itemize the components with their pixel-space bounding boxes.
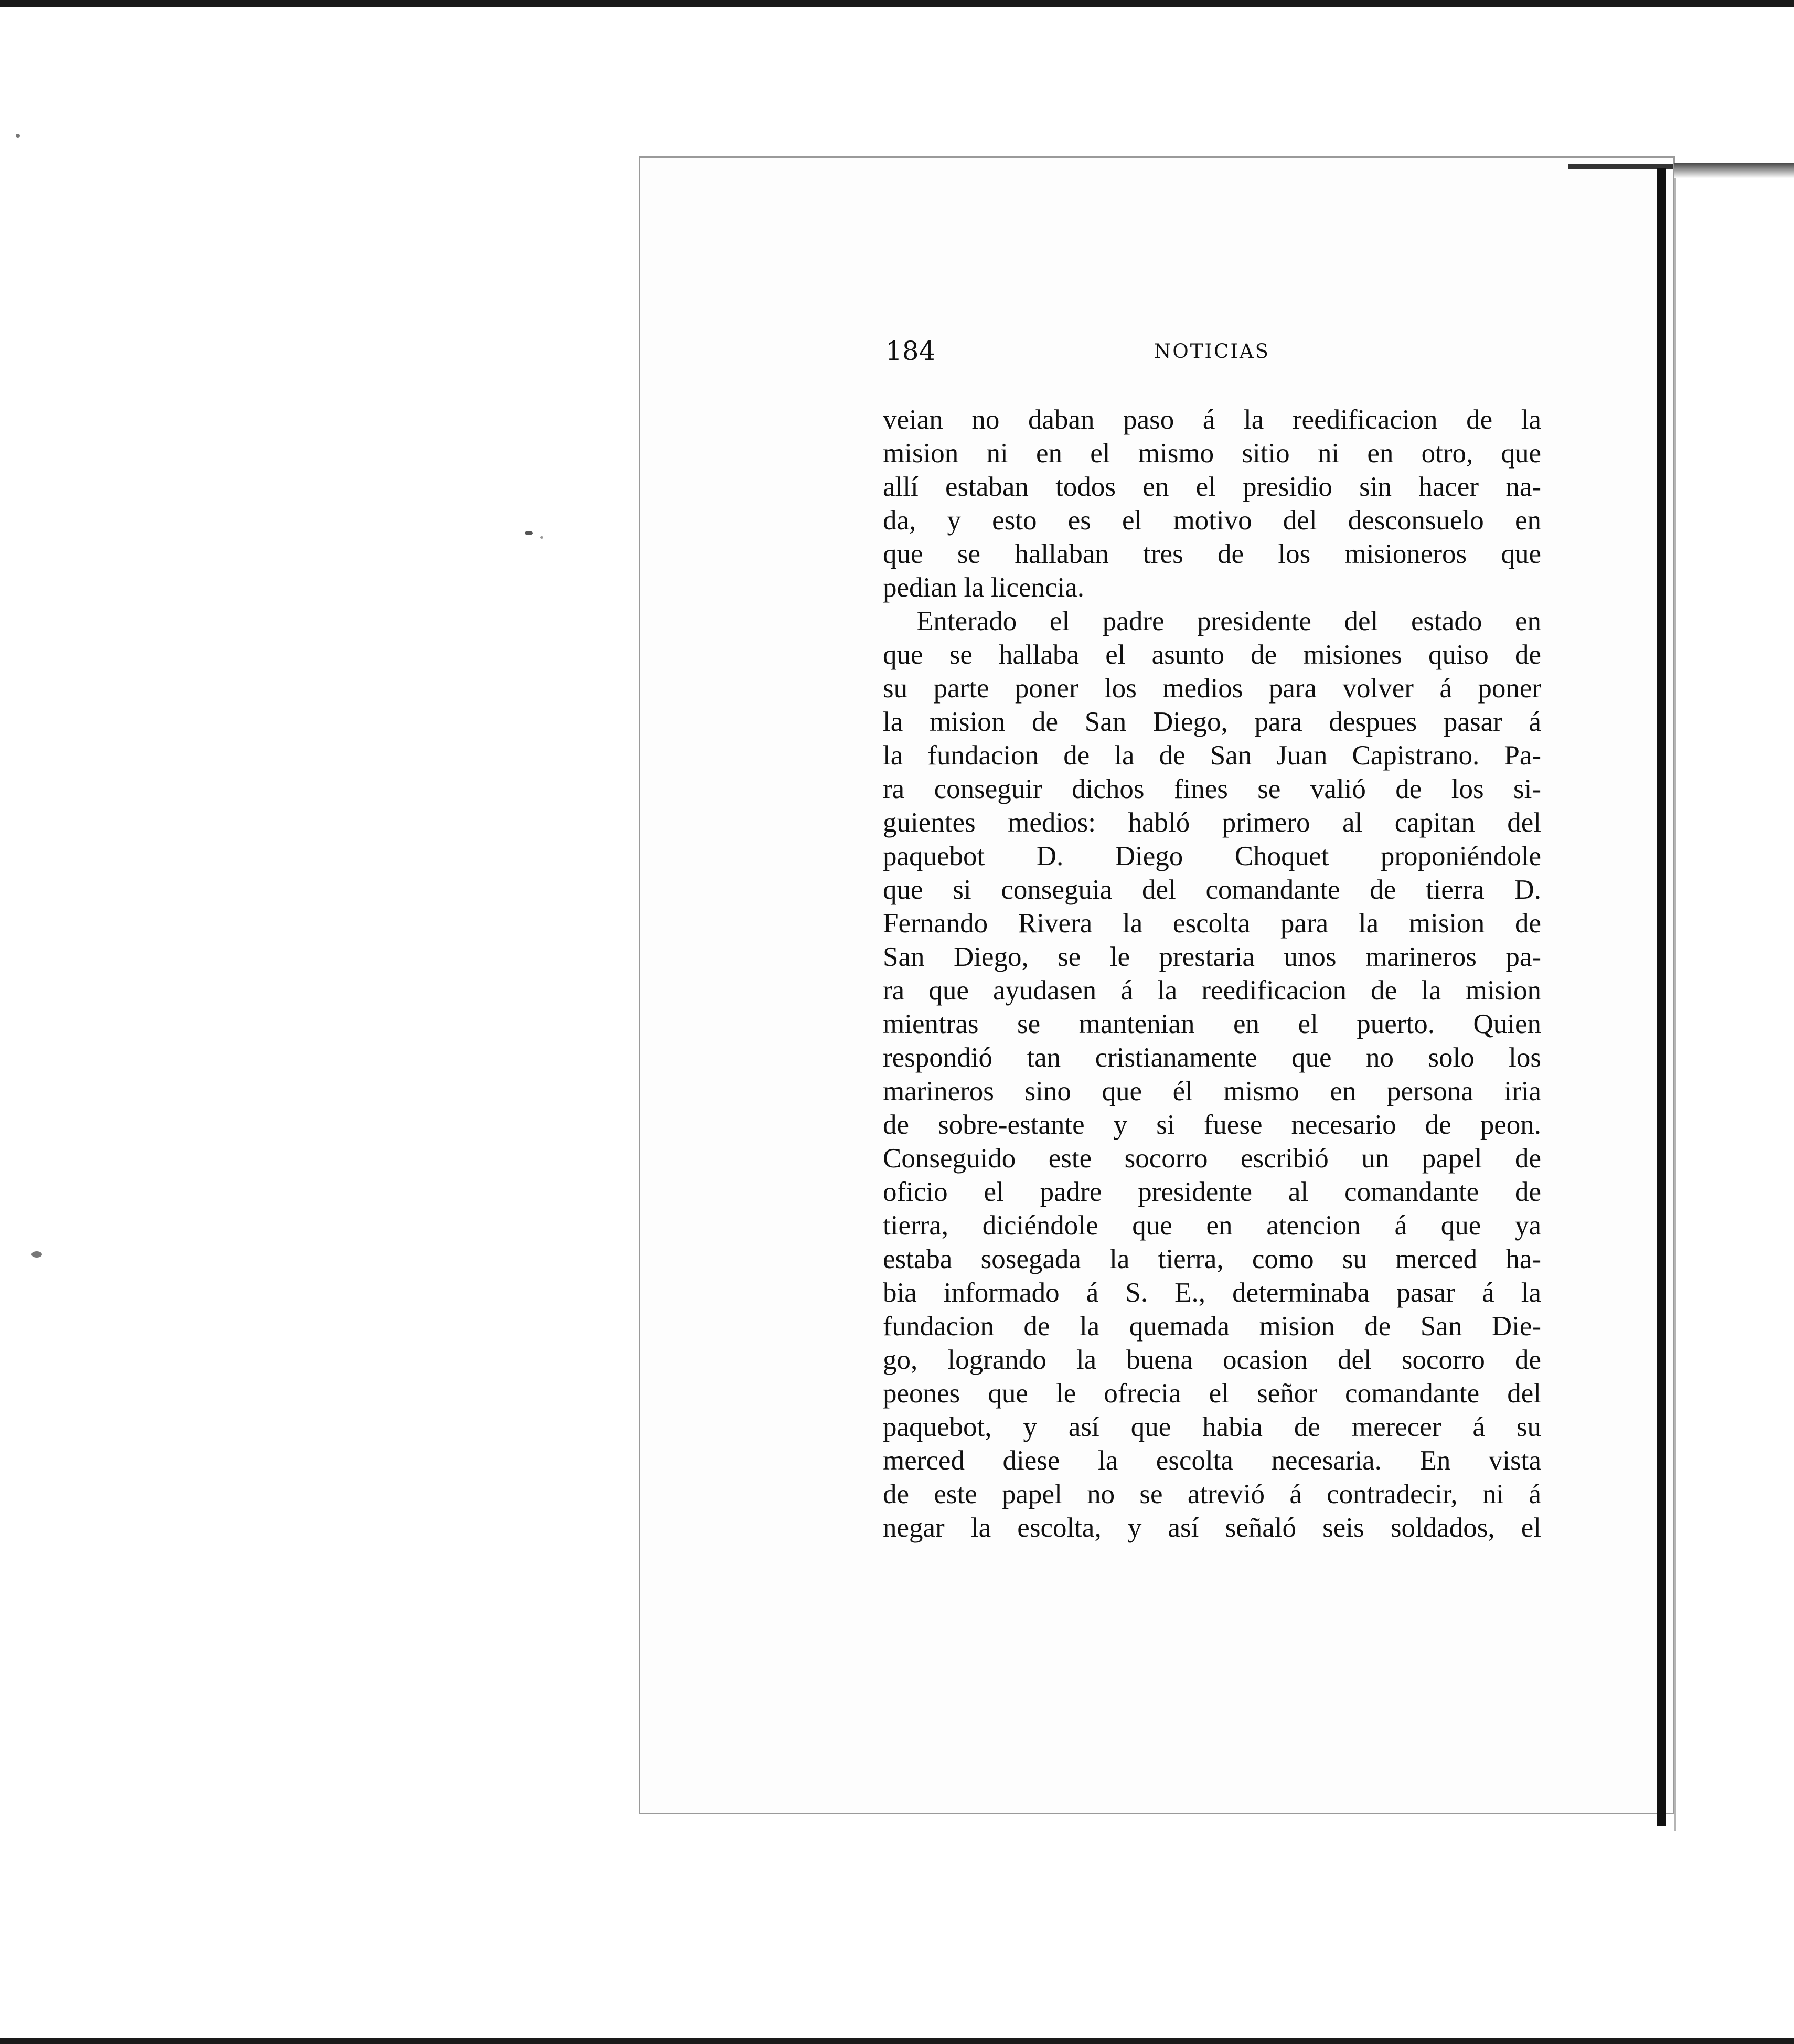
text-line: la fundacion de la de San Juan Capistrano. Pa- — [883, 740, 1541, 771]
running-title: NOTICIAS — [1154, 340, 1270, 363]
margin-speck — [31, 1251, 42, 1258]
text-line: ra que ayudasen á la reedificacion de la mision — [883, 975, 1541, 1006]
text-line: San Diego, se le prestaria unos marineros pa- — [883, 942, 1541, 972]
text-line: fundacion de la quemada mision de San Die- — [883, 1311, 1541, 1342]
text-line: guientes medios: habló primero al capitan del — [883, 807, 1541, 838]
next-page-shadow — [1674, 163, 1794, 178]
scan-bottom-edge — [0, 2038, 1794, 2044]
text-line: tierra, diciéndole que en atencion á que ya — [883, 1210, 1541, 1241]
text-line: paquebot D. Diego Choquet proponiéndole — [883, 841, 1541, 871]
text-line: bia informado á S. E., determinaba pasar á la — [883, 1278, 1541, 1308]
running-head — [885, 336, 1541, 367]
facing-page-edge — [1674, 178, 1794, 1831]
text-line: veian no daban paso á la reedificacion de la — [883, 404, 1541, 435]
text-line: que si conseguia del comandante de tierra D. — [883, 875, 1541, 905]
text-line: peones que le ofrecia el señor comandante del — [883, 1378, 1541, 1409]
text-line: da, y esto es el motivo del desconsuelo en — [883, 505, 1541, 536]
margin-speck — [16, 134, 20, 138]
text-line: de este papel no se atrevió á contradecir, ni á — [883, 1479, 1541, 1509]
body-text — [883, 403, 1541, 1545]
text-line: pedian la licencia. — [883, 572, 1085, 603]
margin-speck — [525, 531, 533, 535]
text-line: Conseguido este socorro escribió un papel de — [883, 1143, 1541, 1174]
text-line: que se hallaban tres de los misioneros que — [883, 539, 1541, 569]
text-line: respondió tan cristianamente que no solo los — [883, 1042, 1541, 1073]
text-line: go, logrando la buena ocasion del socorro de — [883, 1345, 1541, 1375]
text-line: negar la escolta, y así señaló seis soldados, el — [883, 1513, 1541, 1543]
text-line: mision ni en el mismo sitio ni en otro, que — [883, 438, 1541, 469]
margin-speck — [540, 536, 543, 539]
text-line: su parte poner los medios para volver á poner — [883, 673, 1541, 704]
text-line: paquebot, y así que habia de merecer á su — [883, 1412, 1541, 1442]
text-line: Fernando Rivera la escolta para la mision de — [883, 908, 1541, 939]
text-line: merced diese la escolta necesaria. En vista — [883, 1445, 1541, 1476]
page-number: 184 — [885, 336, 936, 366]
text-line: la mision de San Diego, para despues pasar á — [883, 707, 1541, 737]
text-line: que se hallaba el asunto de misiones quiso de — [883, 640, 1541, 670]
text-line: mientras se mantenian en el puerto. Quien — [883, 1009, 1541, 1039]
text-line: oficio el padre presidente al comandante de — [883, 1177, 1541, 1207]
text-line: ra conseguir dichos fines se valió de los si- — [883, 774, 1541, 804]
text-line: de sobre-estante y si fuese necesario de peon. — [883, 1110, 1541, 1140]
text-line: Enterado el padre presidente del estado en — [916, 606, 1541, 636]
book-spine — [1657, 168, 1666, 1826]
scan-top-edge — [0, 0, 1794, 7]
text-line: estaba sosegada la tierra, como su merced ha- — [883, 1244, 1541, 1274]
text-line: allí estaban todos en el presidio sin hacer na- — [883, 472, 1541, 502]
text-line: marineros sino que él mismo en persona iria — [883, 1076, 1541, 1106]
